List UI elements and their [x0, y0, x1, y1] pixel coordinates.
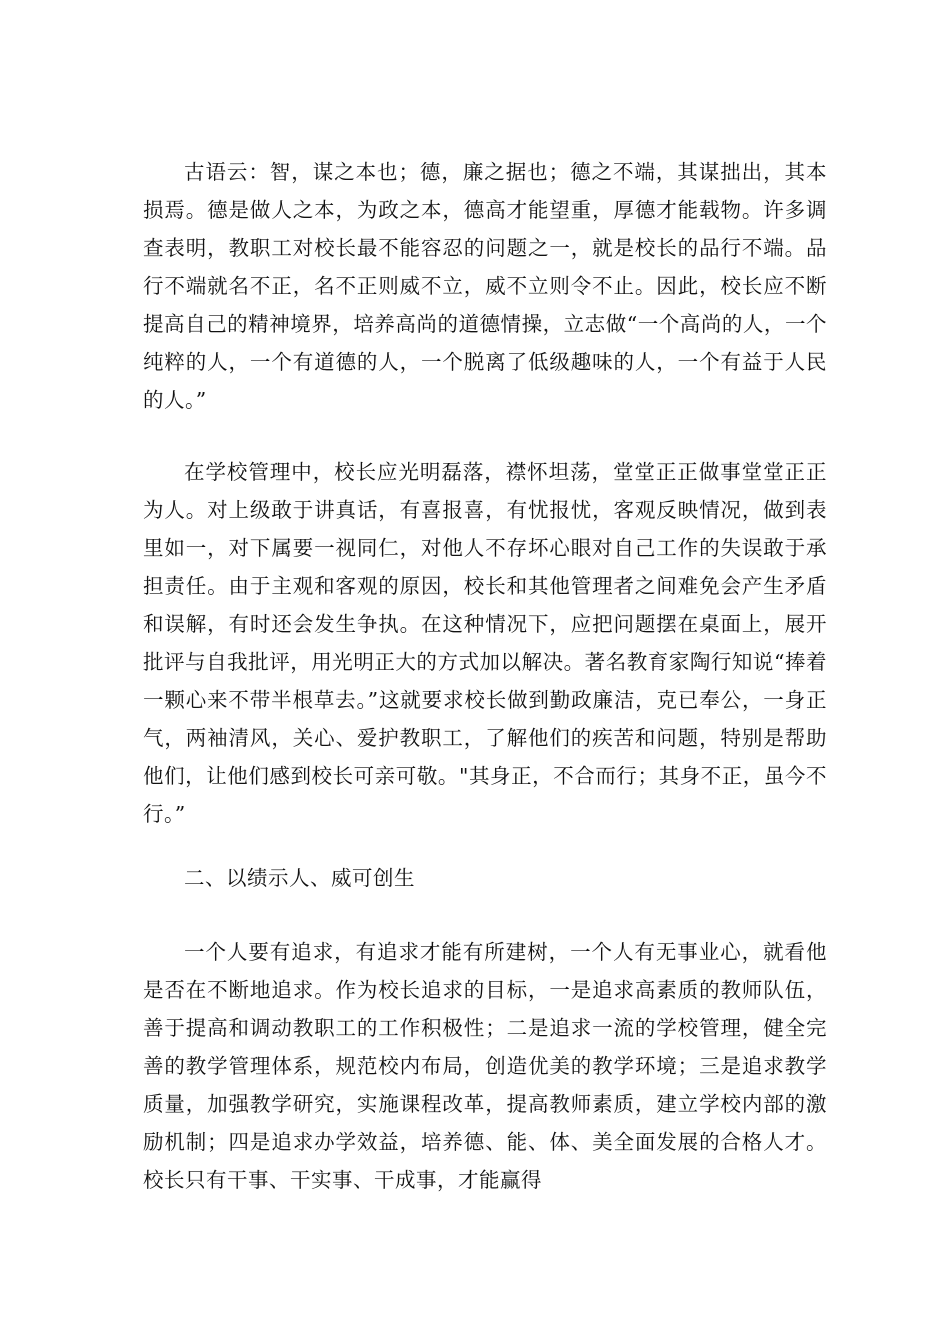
paragraph-virtue: 古语云：智，谋之本也；德，廉之据也；德之不端，其谋拙出，其本损焉。德是做人之本，为政之本，德高才能望重，厚德才能载物。许多调查表明，教职工对校长最不能容忍的问题之一，就是校长的品行不端。品行不端就名不正，名不正则威不立，威不立则令不止。因此，校长应不断提高自己的精神境界，培养高尚的道德情操，立志做“一个高尚的人，一个纯粹的人，一个有道德的人，一个脱离了低级趣味的人，一个有益于人民的人。” [143, 160, 827, 412]
section-heading: 二、以绩示人、威可创生 [184, 866, 415, 890]
paragraph-achievement: 一个人要有追求，有追求才能有所建树，一个人有无事业心，就看他是否在不断地追求。作为校长追求的目标，一是追求高素质的教师队伍，善于提高和调动教职工的工作积极性；二是追求一流的学校管理，健全完善的教学管理体系，规范校内布局，创造优美的教学环境；三是追求教学质量，加强教学研究，实施课程改革，提高教师素质，建立学校内部的激励机制；四是追求办学效益，培养德、能、体、美全面发展的合格人才。校长只有干事、干实事、干成事，才能赢得 [143, 940, 827, 1192]
paragraph-integrity: 在学校管理中，校长应光明磊落，襟怀坦荡，堂堂正正做事堂堂正正为人。对上级敢于讲真话，有喜报喜，有忧报忧，客观反映情况，做到表里如一，对下属要一视同仁，对他人不存坏心眼对自己工作的失误敢于承担责任。由于主观和客观的原因，校长和其他管理者之间难免会产生矛盾和误解，有时还会发生争执。在这种情况下，应把问题摆在桌面上，展开批评与自我批评，用光明正大的方式加以解决。著名教育家陶行知说“捧着一颗心来不带半根草去。”这就要求校长做到勤政廉洁，克已奉公，一身正气，两袖清风，关心、爱护教职工，了解他们的疾苦和问题，特别是帮助他们，让他们感到校长可亲可敬。"其身正，不合而行；其身不正，虽今不行。” [143, 460, 827, 826]
